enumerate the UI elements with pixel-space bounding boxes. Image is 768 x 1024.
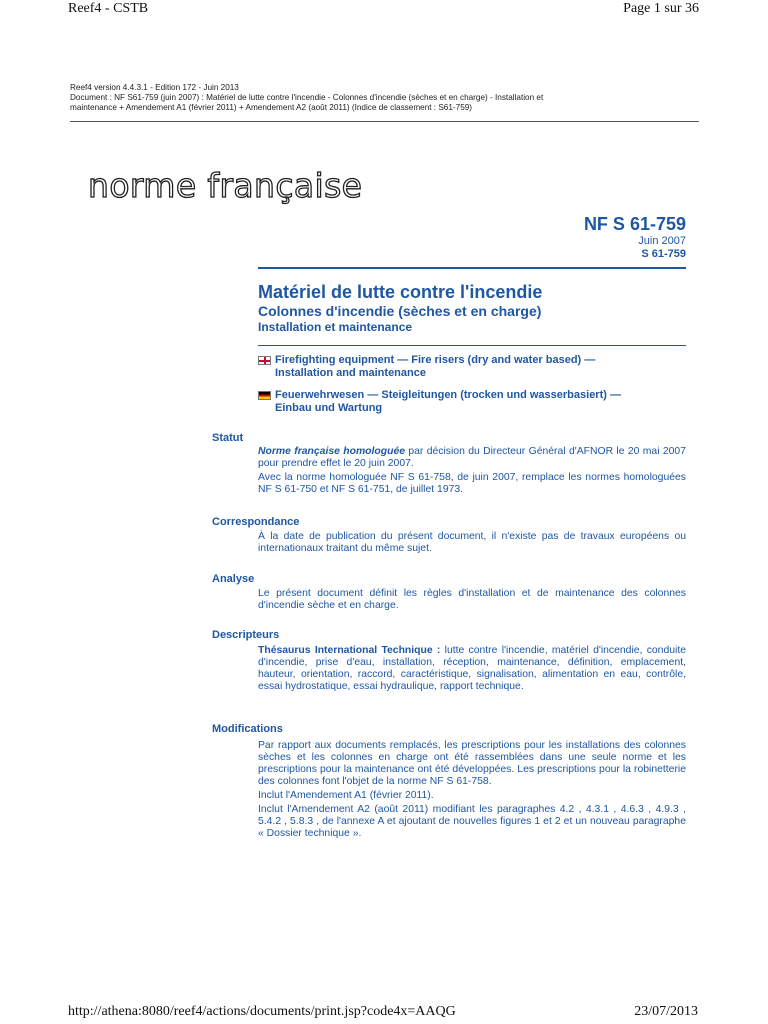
- descripteurs-thesaurus-label: Thésaurus International Technique :: [258, 645, 441, 656]
- section-label-descripteurs: Descripteurs: [212, 629, 280, 641]
- uk-flag-icon: [258, 356, 271, 365]
- section-body-descripteurs: [258, 645, 686, 695]
- meta-version-line: Reef4 version 4.4.3.1 - Edition 172 - Juin 2013: [70, 83, 239, 92]
- title-bottom-rule: [258, 345, 686, 346]
- english-title-line-2: Installation and maintenance: [275, 367, 426, 379]
- section-body-analyse: [258, 588, 686, 614]
- print-header: [0, 0, 768, 22]
- section-label-statut: Statut: [212, 432, 244, 444]
- analyse-paragraph: Le présent document définit les règles d'installation et de maintenance des colonnes d'incendie sèche et en charge.: [258, 588, 686, 611]
- document-subtitle: Colonnes d'incendie (sèches et en charge): [258, 303, 542, 319]
- section-label-analyse: Analyse: [212, 573, 255, 585]
- meta-document-line-2: maintenance + Amendement A1 (février 2011) + Amendement A2 (août 2011) (Indice de classement : S61-759): [70, 103, 473, 112]
- meta-document-line: Document : NF S61-759 (juin 2007) : Matériel de lutte contre l'incendie - Colonnes d'incendie (sèches et en charge) - Installation et: [70, 93, 544, 102]
- descripteurs-keywords: lutte contre l'incendie, matériel d'incendie, conduite d'incendie, prise d'eau, installation, réception, maintenance, définition, emplacement, hauteur, orientation, raccord, caractéristique, signalisation, alimentation en eau, contrôle, essai hydrostatique, essai hydraulique, rapport technique.: [258, 645, 686, 692]
- correspondance-paragraph: À la date de publication du présent document, il n'existe pas de travaux européens ou internationaux traitant du même sujet.: [258, 531, 686, 554]
- section-label-correspondance: Correspondance: [212, 516, 300, 528]
- modifications-paragraph-1: Par rapport aux documents remplacés, les prescriptions pour les installations des colonnes sèches et les colonnes en charge ont été rassemblées dans une seule norme et les prescriptions pour la maintenance ont été développées. Les prescriptions pour la robinetterie des colonnes font l'objet de la norme NF S 61-758.: [258, 740, 686, 787]
- german-title: [258, 389, 688, 415]
- statut-paragraph-2: Avec la norme homologuée NF S 61-758, de juin 2007, remplace les normes homologuées NF S 61-750 et NF S 61-751, de juillet 1973.: [258, 472, 686, 495]
- meta-divider: [70, 121, 699, 122]
- print-footer-url: http://athena:8080/reef4/actions/documents/print.jsp?code4x=AAQG: [68, 1004, 456, 1019]
- document-title: Matériel de lutte contre l'incendie: [258, 282, 543, 302]
- english-title-line-1: Firefighting equipment — Fire risers (dry and water based) —: [275, 354, 596, 366]
- german-flag-icon: [258, 391, 271, 400]
- section-body-modifications: [258, 740, 686, 842]
- norm-code-block: [584, 214, 686, 261]
- statut-paragraph-1: [258, 446, 686, 470]
- norm-code: NF S 61-759: [583, 214, 686, 234]
- norm-date: Juin 2007: [638, 235, 686, 247]
- document-title-block: [258, 281, 542, 335]
- print-footer-date: 23/07/2013: [634, 1004, 698, 1019]
- modifications-paragraph-2: Inclut l'Amendement A1 (février 2011).: [258, 790, 434, 801]
- document-meta: [70, 83, 700, 113]
- print-header-title: Reef4 - CSTB: [68, 1, 149, 16]
- document-subtitle-2: Installation et maintenance: [258, 320, 413, 334]
- modifications-paragraph-3: Inclut l'Amendement A2 (août 2011) modifiant les paragraphes 4.2 , 4.3.1 , 4.6.3 , 4.9.3 , 5.4.2 , 5.8.3 , de l'annexe A et ajoutant de nouvelles figures 1 et 2 et un nouveau paragraphe « Dossier technique ».: [258, 804, 686, 839]
- english-title: [258, 354, 688, 380]
- section-body-statut: [258, 446, 686, 498]
- descripteurs-paragraph: [258, 645, 686, 693]
- statut-emphasis: Norme française homologuée: [258, 446, 406, 457]
- statut-text: par décision du Directeur Général d'AFNOR le 20 mai 2007 pour prendre effet le 20 juin 2007.: [258, 446, 686, 469]
- print-header-page: Page 1 sur 36: [623, 1, 699, 16]
- section-label-modifications: Modifications: [212, 723, 283, 735]
- section-body-correspondance: [258, 531, 686, 557]
- german-title-line-1: Feuerwehrwesen — Steigleitungen (trocken und wasserbasiert) —: [275, 389, 621, 401]
- german-title-line-2: Einbau und Wartung: [275, 402, 383, 414]
- norm-index: S 61-759: [641, 248, 686, 260]
- title-top-rule: [258, 267, 686, 269]
- norme-francaise-logo: norme française: [88, 166, 363, 205]
